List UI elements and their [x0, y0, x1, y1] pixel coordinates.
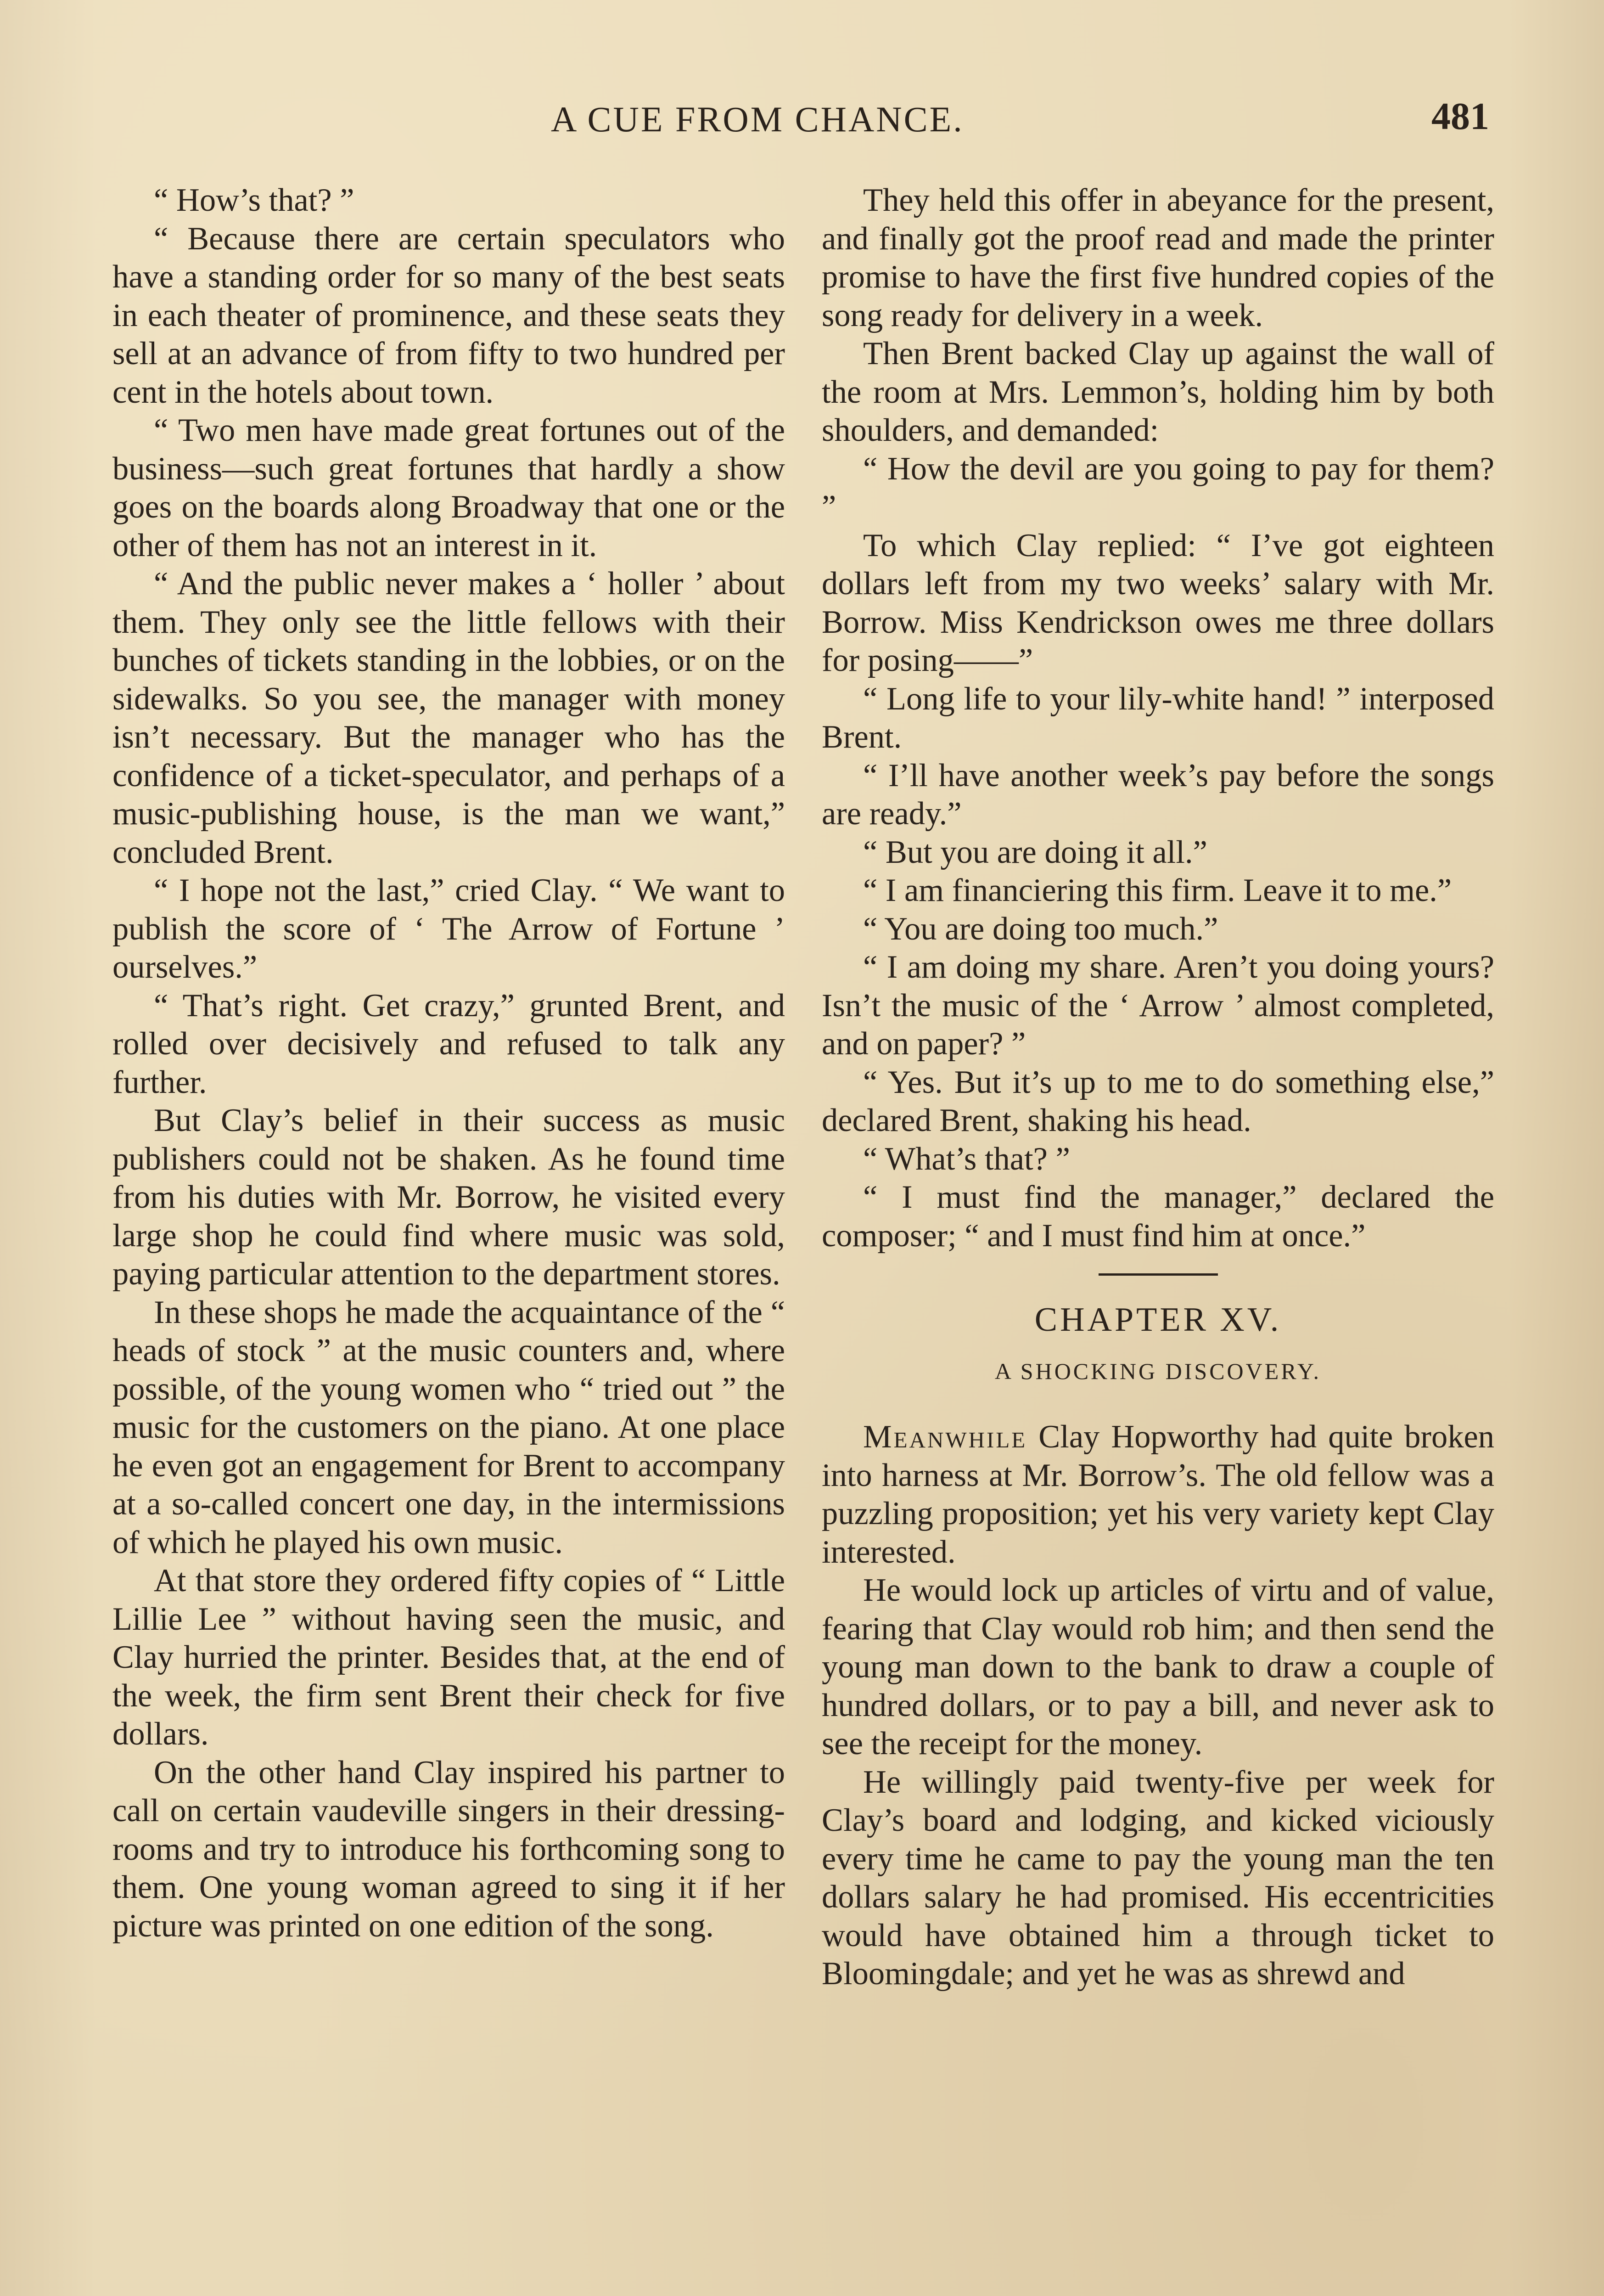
paragraph: “ I hope not the last,” cried Clay. “ We want to publish the score of ‘ The Arrow of Fortune ’ ourselves.” — [112, 872, 785, 985]
paragraph: In these shops he made the acquaintance of the “ heads of stock ” at the music counters and, where possible, of the young women who “ tried out ” the music for the customers on the piano. At one place he even got an engagement for Brent to accompany at a so-called concert one day, in the intermissions of which he played his own music. — [112, 1294, 785, 1560]
paragraph: “ What’s that? ” — [863, 1141, 1070, 1177]
paragraph: “ You are doing too much.” — [863, 911, 1218, 947]
chapter-title: CHAPTER XV. — [1034, 1301, 1282, 1339]
paragraph: “ I must find the manager,” declared the composer; “ and I must find him at once.” — [822, 1179, 1494, 1254]
paragraph: Then Brent backed Clay up against the wall of the room at Mrs. Lemmon’s, holding him by both shoulders, and demanded: — [822, 336, 1494, 448]
paragraph: “ Two men have made great fortunes out of the business—such great fortunes that hardly a show goes on the boards along Broadway that one or the other of them has not an interest in it. — [112, 412, 785, 563]
paragraph: “ Long life to your lily-white hand! ” interposed Brent. — [822, 681, 1494, 755]
chapter-heading — [822, 1273, 1494, 1390]
paragraph: They held this offer in abeyance for the present, and finally got the proof read and made the printer promise to have the first five hundred copies of the song ready for delivery in a week. — [822, 182, 1494, 333]
section-divider — [1099, 1273, 1218, 1276]
right-column — [822, 181, 1494, 1993]
paragraph: He willingly paid twenty-five per week for Clay’s board and lodging, and kicked viciously every time he came to pay the young man the ten dollars salary he had promised. His eccentricities would have obtained him a through ticket to Bloomingdale; and yet he was as shrewd and — [822, 1764, 1494, 1992]
paragraph: “ But you are doing it all.” — [863, 834, 1207, 870]
paragraph: At that store they ordered fifty copies of “ Little Lillie Lee ” without having seen the music, and Clay hurried the printer. Besides that, at the end of the week, the firm sent Brent their check for five dollars. — [112, 1563, 785, 1752]
opening-word: Meanwhile — [863, 1419, 1027, 1455]
paragraph: He would lock up articles of virtu and of value, fearing that Clay would rob him; and then send the young man down to the bank to draw a couple of hundred dollars, or to pay a bill, and never ask to see the receipt for the money. — [822, 1572, 1494, 1761]
page-number: 481 — [1431, 95, 1489, 138]
paragraph: “ I am financiering this firm. Leave it to me.” — [863, 872, 1452, 908]
paragraph: “ And the public never makes a ‘ holler ’ about them. They only see the little fellows with their bunches of tickets standing in the lobbies, or on the sidewalks. So you see, the manager with money isn’t necessary. But the manager who has the confidence of a ticket-speculator, and perhaps of a music-publishing house, is the man we want,” concluded Brent. — [112, 566, 785, 870]
chapter-subtitle: A SHOCKING DISCOVERY. — [994, 1358, 1322, 1384]
left-column — [112, 181, 785, 1945]
paragraph: “ That’s right. Get crazy,” grunted Brent, and rolled over decisively and refused to talk any further. — [112, 987, 785, 1100]
paragraph: To which Clay replied: “ I’ve got eighteen dollars left from my two weeks’ salary with Mr. Borrow. Miss Kendrickson owes me three dollars for posing——” — [822, 527, 1494, 678]
paragraph: “ Yes. But it’s up to me to do something else,” declared Brent, shaking his head. — [822, 1064, 1494, 1138]
opening-text: Clay Hopworthy had quite broken into harness at Mr. Borrow’s. The old fellow was a puzzling proposition; yet his very variety kept Clay interested. — [822, 1419, 1494, 1570]
paragraph: “ Because there are certain speculators who have a standing order for so many of the best seats in each theater of prominence, and these seats they sell at an advance of from fifty to two hundred per cent in the hotels about town. — [112, 220, 785, 410]
paragraph: “ How’s that? ” — [154, 182, 354, 218]
paragraph: But Clay’s belief in their success as music publishers could not be shaken. As he found time from his duties with Mr. Borrow, he visited every large shop he could find where music was sold, paying particular attention to the department stores. — [112, 1103, 785, 1292]
paragraph: “ How the devil are you going to pay for them? ” — [822, 450, 1494, 525]
paragraph: On the other hand Clay inspired his partner to call on certain vaudeville singers in their dressing-rooms and try to introduce his forthcoming song to them. One young woman agreed to sing it if her picture was printed on one edition of the song. — [112, 1754, 785, 1944]
chapter-opening-paragraph — [822, 1418, 1494, 1571]
running-title: A CUE FROM CHANCE. — [551, 99, 964, 139]
paragraph: “ I am doing my share. Aren’t you doing yours? Isn’t the music of the ‘ Arrow ’ almost completed, and on paper? ” — [822, 949, 1494, 1062]
paragraph: “ I’ll have another week’s pay before the songs are ready.” — [822, 757, 1494, 832]
